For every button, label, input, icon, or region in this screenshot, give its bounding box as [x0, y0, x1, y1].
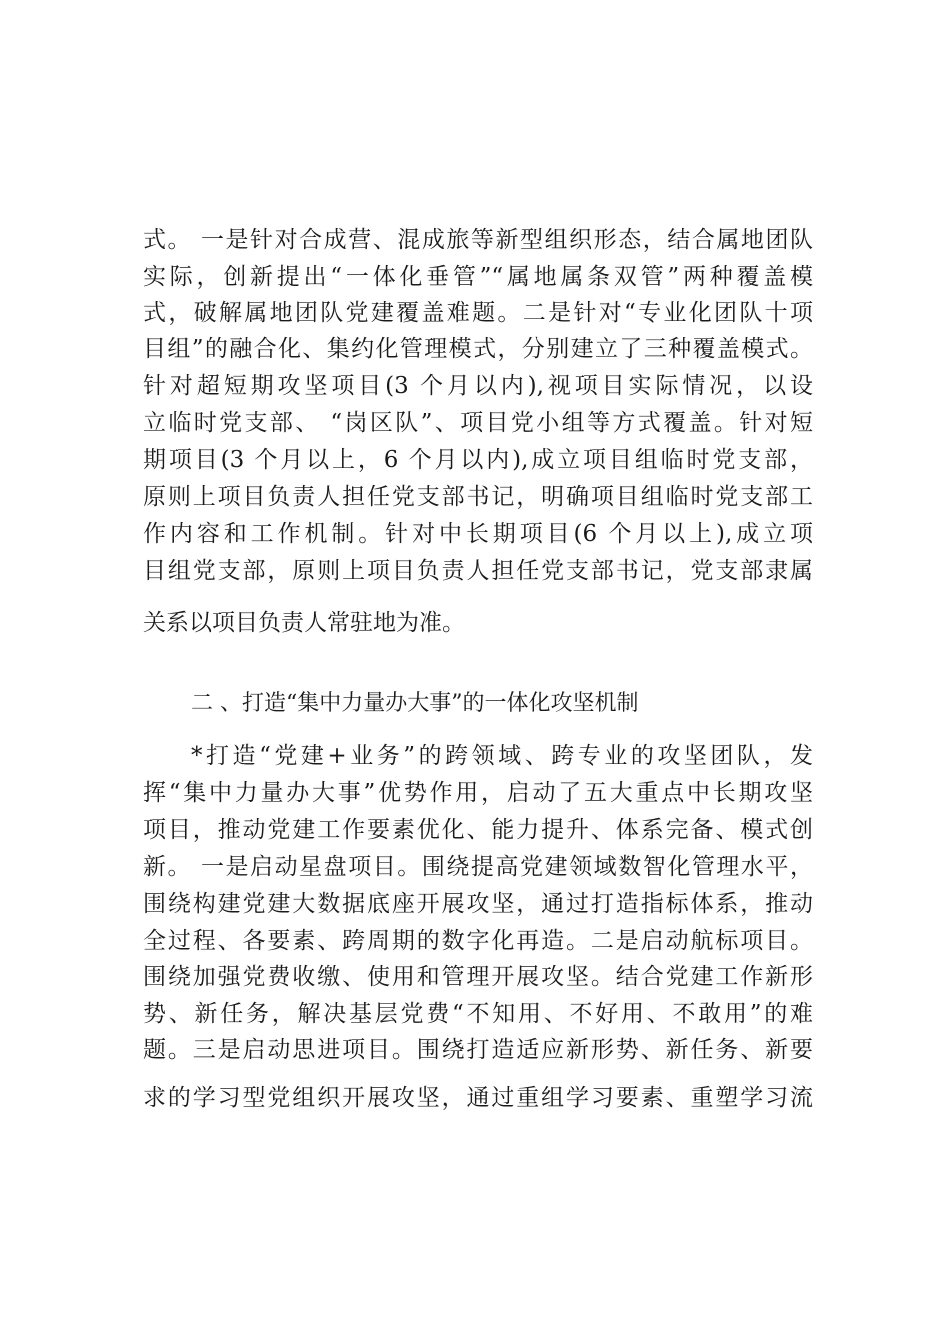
text-line: 围绕加强党费收缴、使用和管理开展攻坚。结合党建工作新形 [143, 964, 813, 990]
text-line: 新。 一是启动星盘项目。围绕提高党建领域数智化管理水平， [143, 854, 813, 880]
text-line: 题。三是启动思进项目。围绕打造适应新形势、新任务、新要 [143, 1037, 813, 1063]
text-line: 关系以项目负责人常驻地为准。 [143, 610, 465, 636]
text-line: 式。 一是针对合成营、混成旅等新型组织形态，结合属地团队 [143, 227, 813, 253]
text-line: 作内容和工作机制。针对中长期项目(6 个月以上),成立项 [143, 521, 813, 547]
text-line: 挥“集中力量办大事”优势作用，启动了五大重点中长期攻坚 [143, 780, 813, 806]
text-line: 实际，创新提出“一体化垂管”“属地属条双管”两种覆盖模 [143, 264, 813, 290]
text-line: 项目，推动党建工作要素优化、能力提升、体系完备、模式创 [143, 817, 813, 843]
text-line: 目组”的融合化、集约化管理模式，分别建立了三种覆盖模式。 [143, 336, 813, 362]
text-line: 针对超短期攻坚项目(3 个月以内),视项目实际情况，以设 [143, 373, 813, 399]
text-line: 全过程、各要素、跨周期的数字化再造。二是启动航标项目。 [143, 928, 813, 954]
text-line: 目组党支部，原则上项目负责人担任党支部书记，党支部隶属 [143, 558, 813, 584]
text-line: 期项目(3 个月以上，6 个月以内),成立项目组临时党支部， [143, 447, 813, 473]
text-line: 势、新任务，解决基层党费“不知用、不好用、不敢用”的难 [143, 1001, 813, 1027]
text-line: 式，破解属地团队党建覆盖难题。二是针对“专业化团队十项 [143, 300, 813, 326]
text-line: *打造“党建+业务”的跨领域、跨专业的攻坚团队，发 [191, 743, 813, 769]
text-line: 围绕构建党建大数据底座开展攻坚，通过打造指标体系，推动 [143, 891, 813, 917]
section-heading: 二 、打造“集中力量办大事”的一体化攻坚机制 [191, 691, 639, 716]
text-line: 原则上项目负责人担任党支部书记，明确项目组临时党支部工 [143, 484, 813, 510]
text-line: 立临时党支部、 “岗区队”、项目党小组等方式覆盖。针对短 [143, 410, 813, 436]
text-line: 求的学习型党组织开展攻坚，通过重组学习要素、重塑学习流 [143, 1085, 813, 1111]
